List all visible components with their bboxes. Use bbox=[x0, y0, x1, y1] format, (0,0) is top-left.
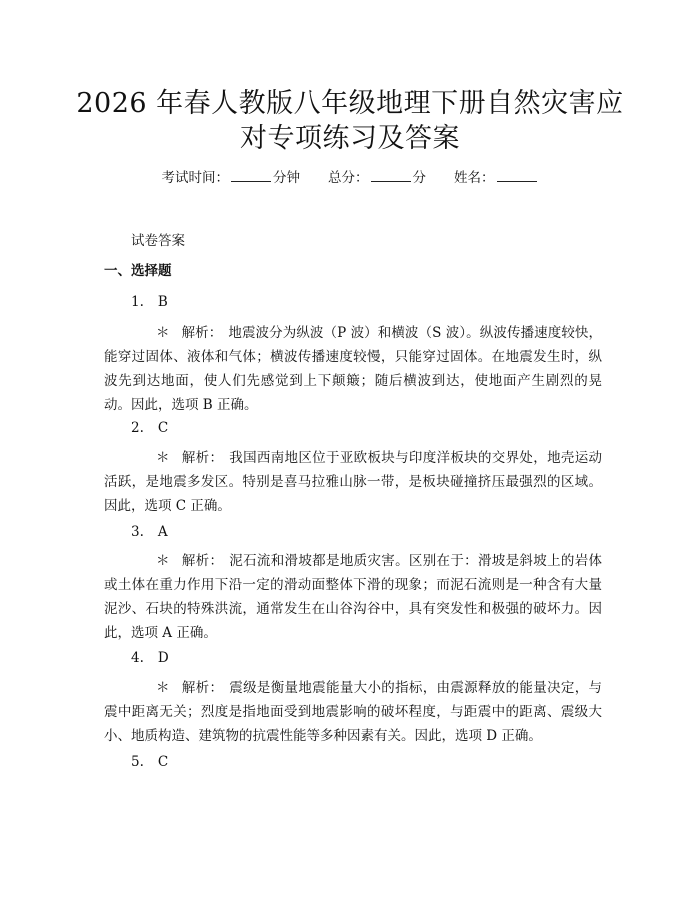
question-number: 5. bbox=[131, 754, 144, 770]
bullet-star: ＊ bbox=[156, 450, 170, 466]
question-answer-row bbox=[131, 292, 168, 312]
total-score-unit: 分 bbox=[412, 170, 426, 186]
question-explanation bbox=[104, 549, 602, 645]
question-answer: C bbox=[157, 420, 169, 436]
question-number: 2. bbox=[131, 420, 144, 436]
section-heading-multiple-choice: 一、选择题 bbox=[104, 263, 172, 279]
explanation-text: 我国西南地区位于亚欧板块与印度洋板块的交界处，地壳运动活跃，是地震多发区。特别是喜马拉雅山脉一带，是板块碰撞挤压最强烈的区域。因此，选项 C 正确。 bbox=[104, 450, 603, 514]
exam-meta-line bbox=[0, 167, 700, 188]
question-explanation bbox=[104, 321, 602, 417]
answer-key-label: 试卷答案 bbox=[131, 233, 185, 249]
question-explanation bbox=[104, 676, 602, 748]
question-explanation bbox=[104, 446, 602, 518]
explanation-lead: 解析： bbox=[181, 553, 224, 569]
question-answer-row bbox=[131, 752, 168, 772]
explanation-lead: 解析： bbox=[181, 450, 224, 466]
explanation-text: 泥石流和滑坡都是地质灾害。区别在于：滑坡是斜坡上的岩体或土体在重力作用下沿一定的滑动面整体下滑的现象；而泥石流则是一种含有大量泥沙、石块的特殊洪流，通常发生在山谷沟谷中，具有突发性和极强的破坏力。因此，选项 A 正确。 bbox=[104, 553, 603, 641]
student-name-label: 姓名： bbox=[454, 170, 495, 186]
total-score-blank bbox=[371, 167, 411, 182]
bullet-star: ＊ bbox=[156, 553, 170, 569]
total-score-label: 总分： bbox=[328, 170, 369, 186]
bullet-star: ＊ bbox=[156, 325, 170, 341]
explanation-lead: 解析： bbox=[181, 680, 224, 696]
question-answer-row bbox=[131, 648, 169, 668]
question-answer: C bbox=[157, 754, 169, 770]
exam-time-label: 考试时间： bbox=[161, 170, 229, 186]
exam-time-unit: 分钟 bbox=[273, 170, 300, 186]
question-number: 1. bbox=[131, 294, 144, 310]
question-answer: B bbox=[157, 294, 168, 310]
question-answer-row bbox=[131, 522, 168, 542]
document-title-line-2: 对专项练习及答案 bbox=[240, 123, 460, 154]
exam-time-blank bbox=[231, 167, 271, 182]
student-name-blank bbox=[497, 167, 537, 182]
question-answer: D bbox=[157, 650, 169, 666]
question-answer: A bbox=[157, 524, 168, 540]
question-answer-row bbox=[131, 418, 168, 438]
document-title-line-1: 2026 年春人教版八年级地理下册自然灾害应 bbox=[76, 88, 624, 119]
explanation-text: 地震波分为纵波（P 波）和横波（S 波）。纵波传播速度较快，能穿过固体、液体和气体；横波传播速度较慢，只能穿过固体。在地震发生时，纵波先到达地面，使人们先感觉到上下颠簸；随后横波到达，使地面产生剧烈的晃动。因此，选项 B 正确。 bbox=[104, 325, 603, 413]
question-number: 3. bbox=[131, 524, 144, 540]
question-number: 4. bbox=[131, 650, 144, 666]
bullet-star: ＊ bbox=[156, 680, 170, 696]
explanation-text: 震级是衡量地震能量大小的指标，由震源释放的能量决定，与震中距离无关；烈度是指地面受到地震影响的破坏程度，与距震中的距离、震级大小、地质构造、建筑物的抗震性能等多种因素有关。因此，选项 D 正确。 bbox=[104, 680, 603, 744]
explanation-lead: 解析： bbox=[181, 325, 223, 341]
